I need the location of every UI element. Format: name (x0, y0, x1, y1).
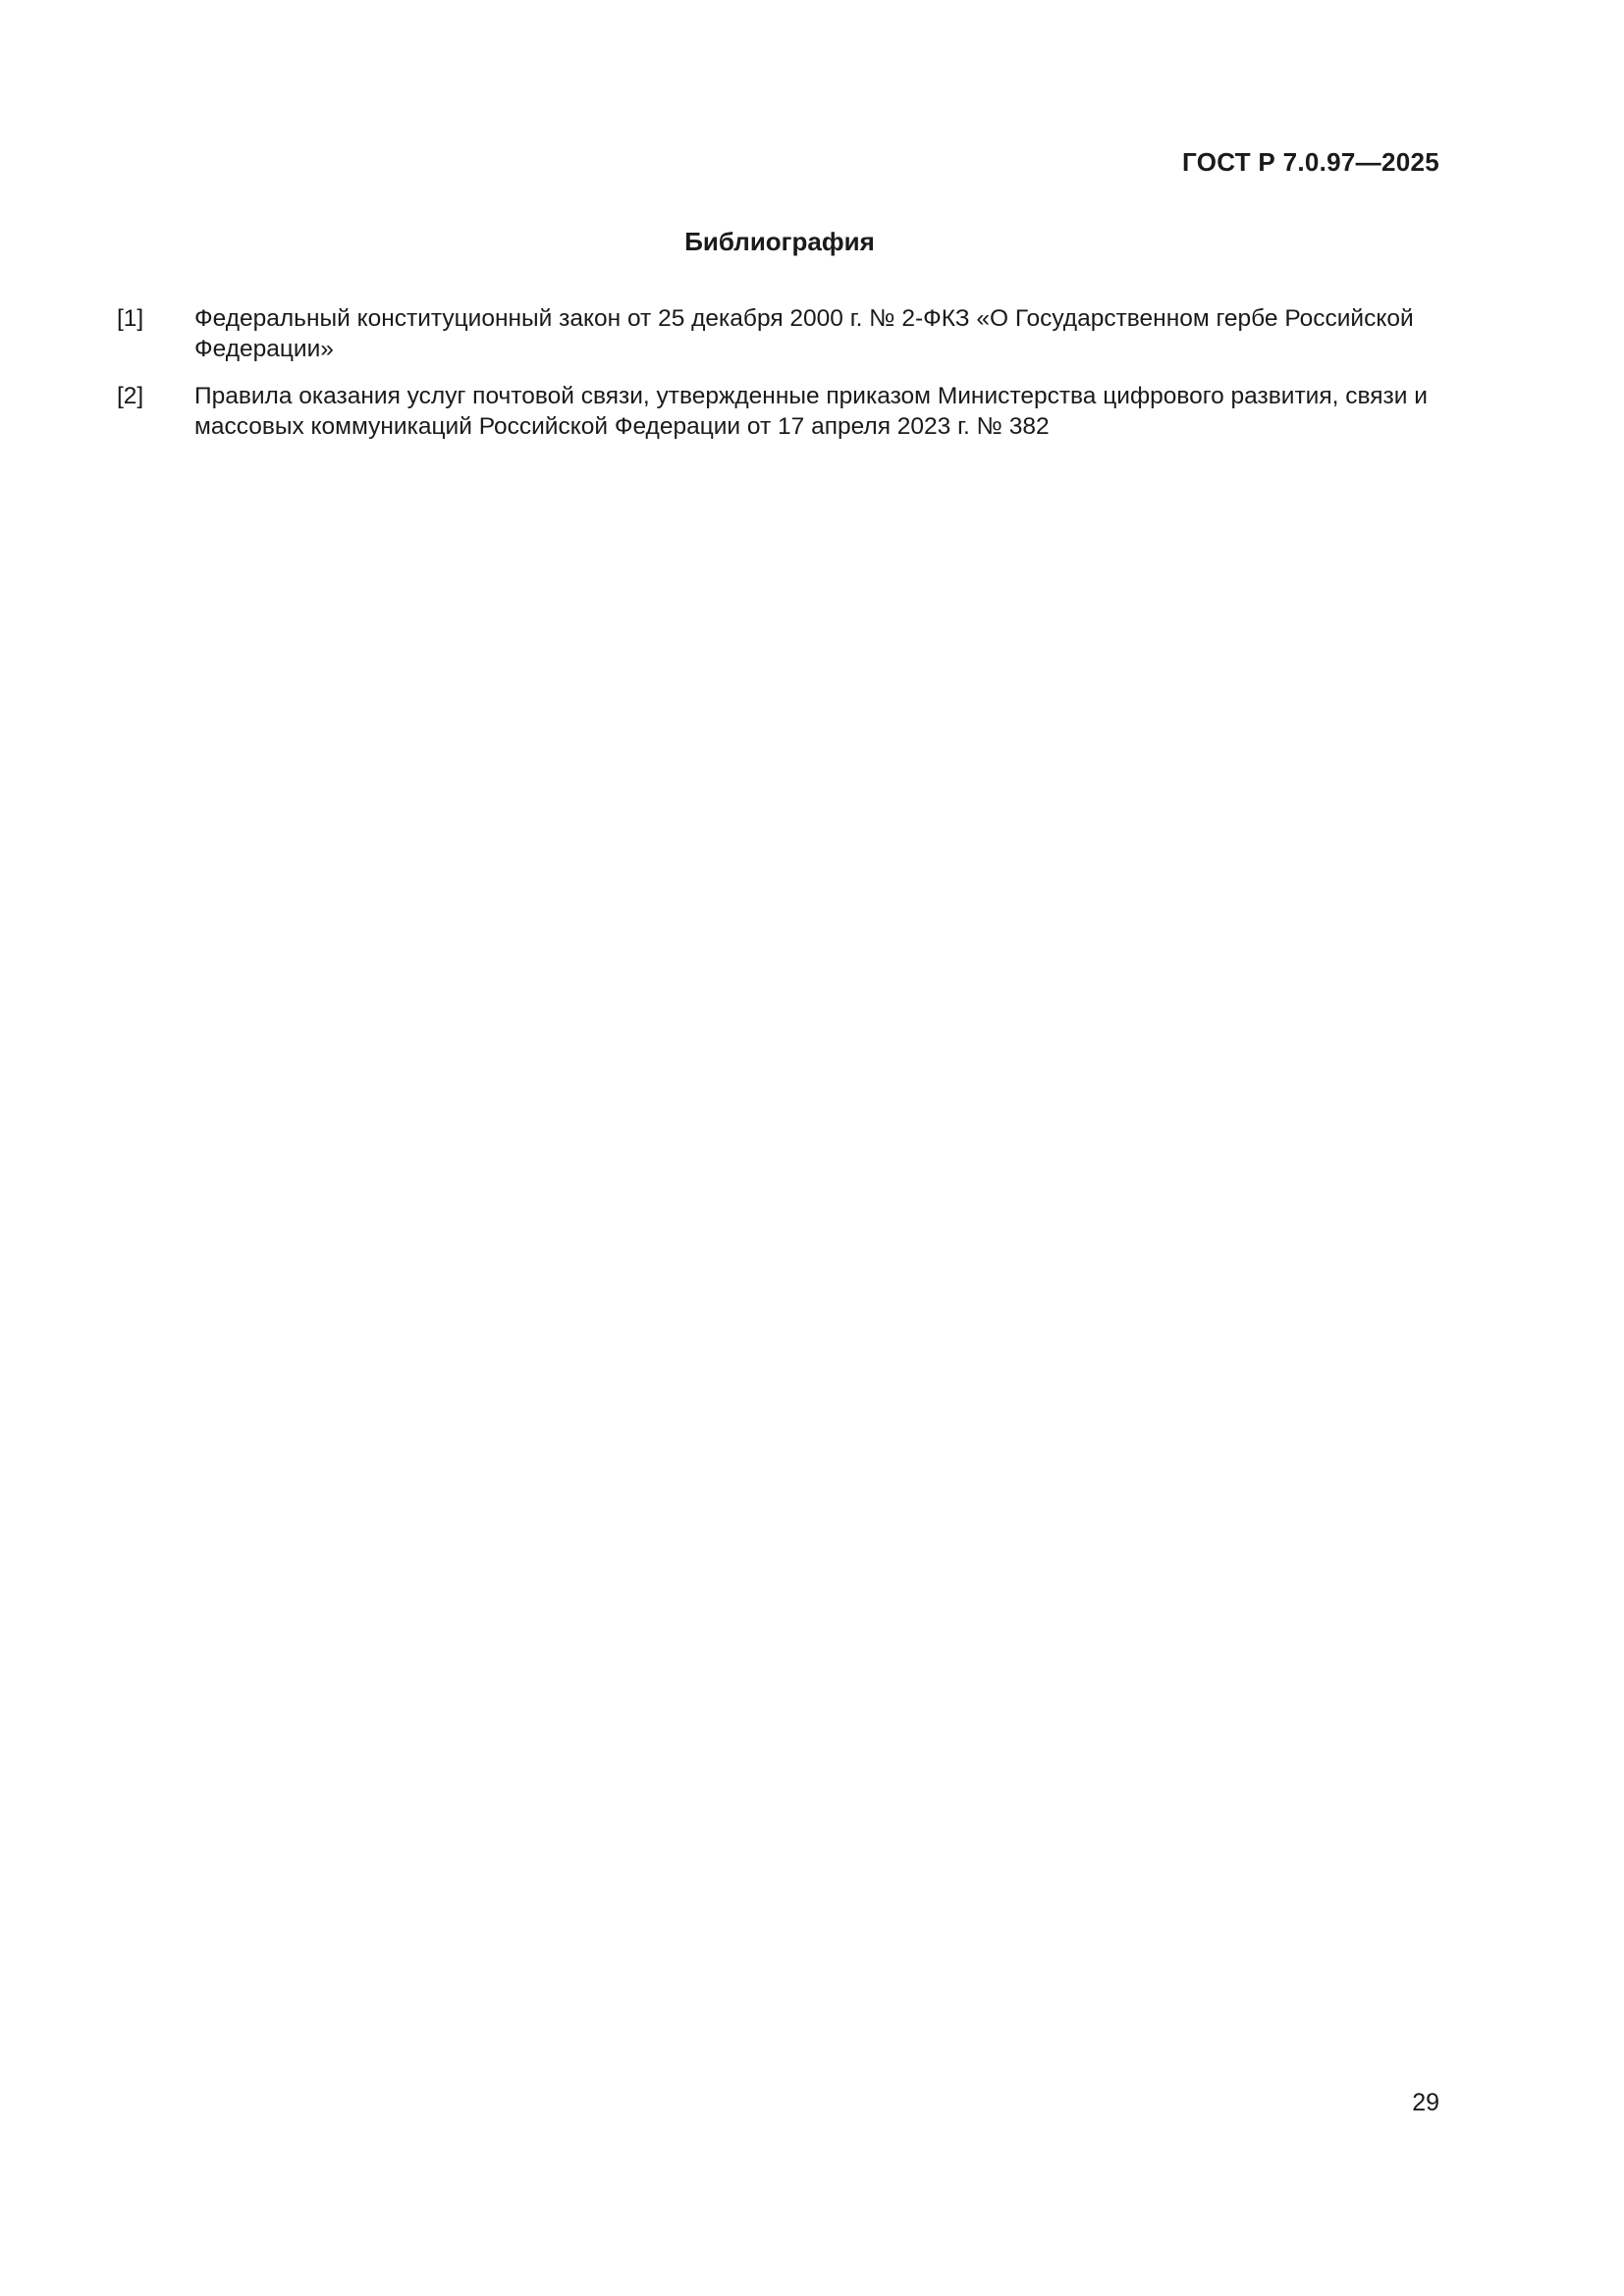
bibliography-entry-text: Правила оказания услуг почтовой связи, утвержденные приказом Министерства цифрового развития, связи и массовых коммуникаций Российской Федерации от 17 апреля 2023 г. № 382 (194, 383, 1428, 440)
bibliography-list (117, 303, 1439, 458)
page-number: 29 (1412, 2089, 1439, 2116)
bibliography-entry (117, 381, 1439, 442)
bibliography-entry-number: [2] (117, 383, 144, 409)
bibliography-entry-text: Федеральный конституционный закон от 25 декабря 2000 г. № 2-ФКЗ «О Государственном гербе Российской Федерации» (194, 305, 1414, 362)
bibliography-entry (117, 303, 1439, 364)
bibliography-entry-number: [1] (117, 305, 144, 332)
document-code: ГОСТ Р 7.0.97—2025 (1182, 147, 1439, 177)
section-title: Библиография (684, 227, 875, 256)
